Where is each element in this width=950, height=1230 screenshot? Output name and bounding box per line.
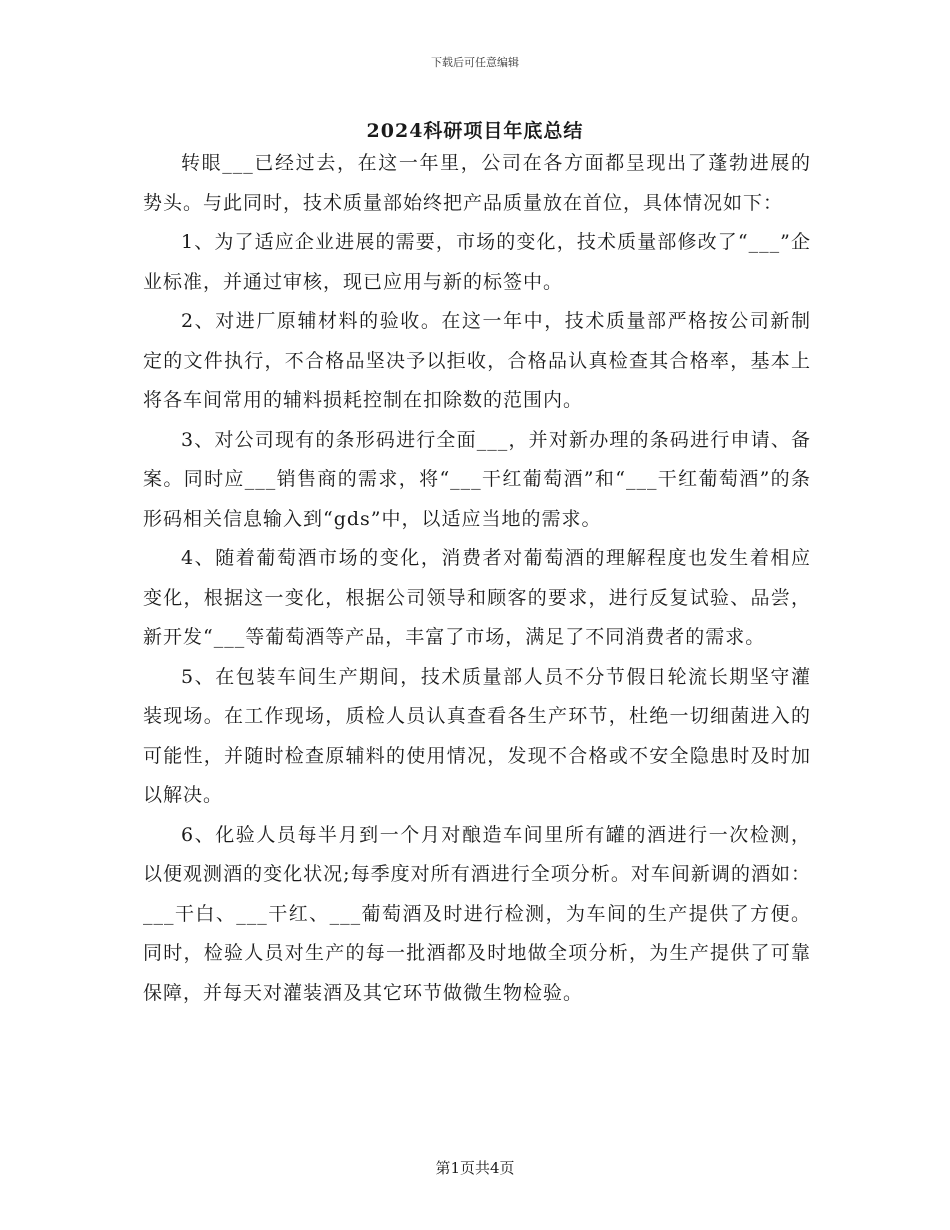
header-note: 下载后可任意编辑 [431, 56, 519, 69]
paragraph-1: 1、为了适应企业进展的需要，市场的变化，技术质量部修改了“___”企业标准，并通过审核，现已应用与新的标签中。 [143, 231, 811, 293]
page-number-footer: 第1页共4页 [435, 1159, 515, 1177]
paragraph-5: 5、在包装车间生产期间，技术质量部人员不分节假日轮流长期坚守灌装现场。在工作现场，质检人员认真查看各生产环节，杜绝一切细菌进入的可能性，并随时检查原辅料的使用情况，发现不合格或不安全隐患时及时加以解决。 [143, 665, 811, 806]
paragraph-3: 3、对公司现有的条形码进行全面___，并对新办理的条码进行申请、备案。同时应___销售商的需求，将“___干红葡萄酒”和“___干红葡萄酒”的条形码相关信息输入到“gds”中，以适应当地的需求。 [143, 428, 811, 530]
paragraph-intro: 转眼___已经过去，在这一年里，公司在各方面都呈现出了蓬勃进展的势头。与此同时，技术质量部始终把产品质量放在首位，具体情况如下： [143, 152, 811, 214]
paragraph-2: 2、对进厂原辅材料的验收。在这一年中，技术质量部严格按公司新制定的文件执行，不合格品坚决予以拒收，合格品认真检查其合格率，基本上将各车间常用的辅料损耗控制在扣除数的范围内。 [143, 310, 811, 411]
document-title: 2024科研项目年底总结 [366, 120, 584, 142]
paragraph-4: 4、随着葡萄酒市场的变化，消费者对葡萄酒的理解程度也发生着相应变化，根据这一变化，根据公司领导和顾客的要求，进行反复试验、品尝，新开发“___等葡萄酒等产品，丰富了市场，满足了不同消费者的需求。 [143, 547, 811, 648]
paragraph-6: 6、化验人员每半月到一个月对酿造车间里所有罐的酒进行一次检测，以便观测酒的变化状况;每季度对所有酒进行全项分析。对车间新调的酒如：___干白、___干红、___葡萄酒及时进行检测，为车间的生产提供了方便。同时，检验人员对生产的每一批酒都及时地做全项分析，为生产提供了可靠保障，并每天对灌装酒及其它环节做微生物检验。 [143, 823, 811, 1004]
document-body [143, 144, 811, 1013]
